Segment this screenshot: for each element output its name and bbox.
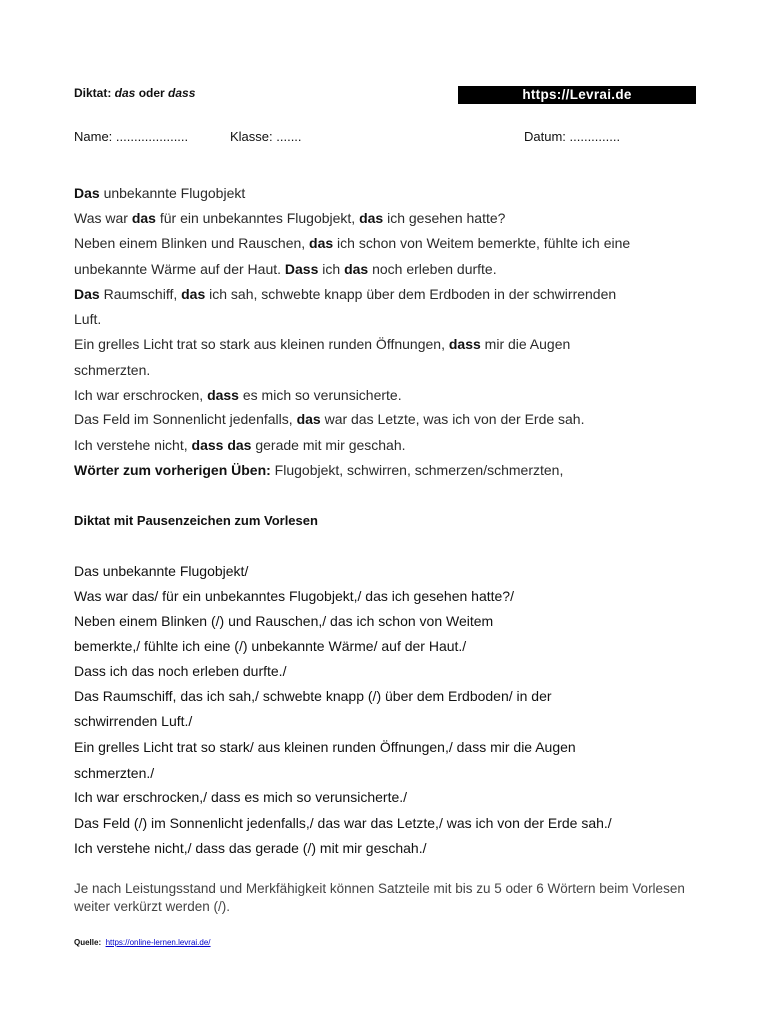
- pause-line: Das Raumschiff, das ich sah,/ schwebte knapp (/) über dem Erdboden/ in der: [74, 688, 552, 704]
- teacher-note: Je nach Leistungsstand und Merkfähigkeit können Satzteile mit bis zu 5 oder 6 Wörtern beim Vorlesen weiter verkürzt werden (/).: [74, 881, 685, 914]
- klasse-field: Klasse: .......: [230, 129, 302, 144]
- banner-link[interactable]: https://Levrai.de: [522, 87, 632, 102]
- diktat-line: schmerzten.: [74, 362, 151, 378]
- pause-line: Das unbekannte Flugobjekt/: [74, 563, 249, 579]
- diktat-line: Luft.: [74, 311, 102, 327]
- diktat-line: Ich war erschrocken, dass es mich so verunsicherte.: [74, 387, 402, 403]
- pause-line: bemerkte,/ fühlte ich eine (/) unbekannte Wärme/ auf der Haut./: [74, 638, 467, 654]
- section-heading: Diktat mit Pausenzeichen zum Vorlesen: [74, 513, 318, 528]
- name-field: Name: ....................: [74, 129, 189, 144]
- title-word-dass: dass: [168, 86, 196, 100]
- title-prefix: Diktat:: [74, 86, 115, 100]
- pause-line: Was war das/ für ein unbekanntes Flugobjekt,/ das ich gesehen hatte?/: [74, 588, 514, 604]
- pause-line: schwirrenden Luft./: [74, 713, 193, 729]
- diktat-line: Das Raumschiff, das ich sah, schwebte knapp über dem Erdboden in der schwirrenden: [74, 286, 617, 302]
- title-word-das: das: [114, 86, 136, 100]
- worksheet-title: [74, 86, 195, 100]
- pause-line: Das Feld (/) im Sonnenlicht jedenfalls,/ das war das Letzte,/ was ich von der Erde sah./: [74, 815, 612, 831]
- datum-field: Datum: ..............: [524, 129, 621, 144]
- source-line: [74, 938, 211, 947]
- pause-line: Ich verstehe nicht,/ dass das gerade (/) mit mir geschah./: [74, 840, 427, 856]
- diktat-line: Das Feld im Sonnenlicht jedenfalls, das war das Letzte, was ich von der Erde sah.: [74, 411, 585, 427]
- pause-line: Ich war erschrocken,/ dass es mich so verunsicherte./: [74, 789, 408, 805]
- pause-line: schmerzten./: [74, 765, 155, 781]
- source-link[interactable]: https://online-lernen.levrai.de/: [105, 938, 211, 947]
- pause-line: Ein grelles Licht trat so stark/ aus kleinen runden Öffnungen,/ dass mir die Augen: [74, 739, 576, 755]
- website-banner: [458, 86, 696, 104]
- source-label: Quelle:: [74, 938, 102, 947]
- diktat-line: Das unbekannte Flugobjekt: [74, 185, 246, 201]
- diktat-line: Ich verstehe nicht, dass das gerade mit mir geschah.: [74, 437, 406, 453]
- title-middle: oder: [135, 86, 169, 100]
- diktat-line: Ein grelles Licht trat so stark aus kleinen runden Öffnungen, dass mir die Augen: [74, 336, 571, 352]
- diktat-line: Neben einem Blinken und Rauschen, das ich schon von Weitem bemerkte, fühlte ich eine: [74, 235, 631, 251]
- pause-line: Dass ich das noch erleben durfte./: [74, 663, 287, 679]
- pause-line: Neben einem Blinken (/) und Rauschen,/ das ich schon von Weitem: [74, 613, 494, 629]
- diktat-line: unbekannte Wärme auf der Haut. Dass ich das noch erleben durfte.: [74, 261, 497, 277]
- diktat-line: Was war das für ein unbekanntes Flugobjekt, das ich gesehen hatte?: [74, 210, 506, 226]
- practice-words-line: Wörter zum vorherigen Üben: Flugobjekt, schwirren, schmerzen/schmerzten,: [74, 462, 564, 478]
